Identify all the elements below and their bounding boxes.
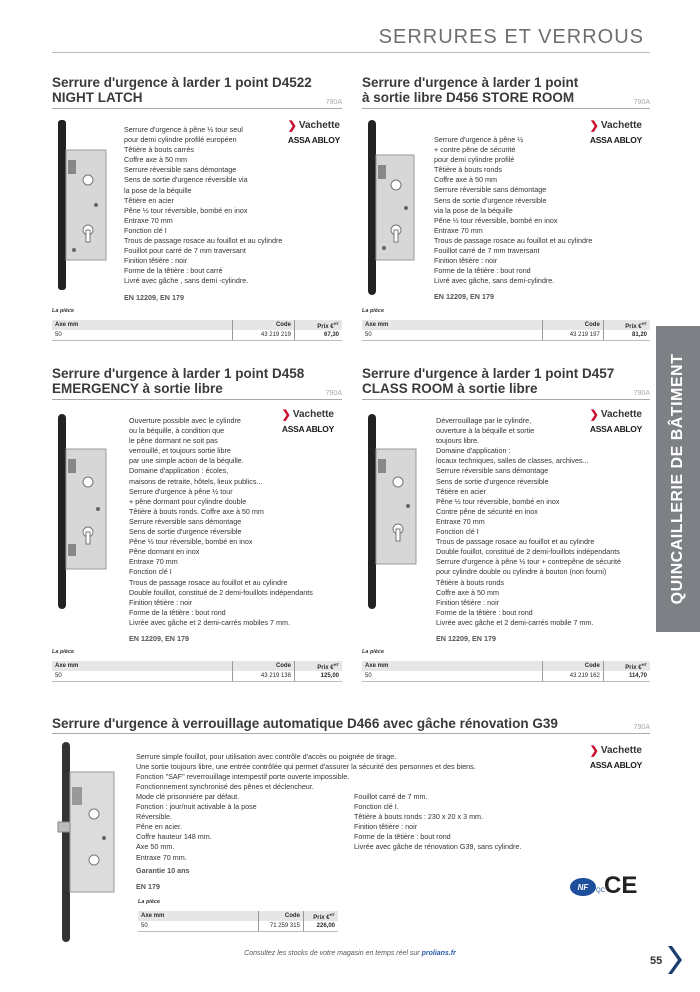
- product-ref: 790A: [633, 724, 650, 731]
- price-table: Axe mm Code Prix €$^{HT}$ 50 43 219 219 67,30: [52, 320, 342, 341]
- lock-image: [364, 414, 418, 609]
- product-norm: EN 12209, EN 179: [129, 633, 189, 643]
- price-table-caption: La pièce: [52, 308, 75, 314]
- product-description: Déverrouillage par le cylindre, ouverture à la béquille et sortie toujours libre. Domaine d'application : locaux techniques, salles de classes, archives... Serrure réversible sans démontage Sens de sortie d'urgence réversible Têtière en acier Pêne ½ tour réversible, bombé en inox Contre pêne de sécurité en inox Entraxe 70 mm Fonction clé I Trous de passage rosace au fouillot et au cylindre Double fouillot, constitué de 2 demi-fouillots indépendants Serrure d'urgence à pêne ½ tour + contrepêne de sécurité pour cylindre double ou cylindre à bouton (non fourni) Têtière à bouts ronds Coffre axe à 50 mm Finition têtière : noir Forme de la têtière : bout rond Livrée avec gâche et 2 demi-carrés mobile 7 mm. EN 12209, EN 179: [436, 416, 650, 644]
- table-row: 50 43 219 197 81,20: [362, 330, 650, 340]
- brand-logo: ❯ Vachette ASSA ABLOY: [589, 120, 642, 145]
- vachette-icon: ❯: [287, 120, 297, 132]
- product-title: Serrure d'urgence à larder 1 point D4522 NIGHT LATCH: [52, 75, 312, 105]
- product-description: Serrure d'urgence à pêne ½ tour seul pour demi cylindre profilé européen Têtière à bouts carrés Coffre axe à 50 mm Serrure réversible sans démontage Sens de sortie d'urgence réversible via la pose de la béquille Têtière en acier Pêne ½ tour réversible, bombé en inox Entraxe 70 mm Fonction clé I Trous de passage rosace au fouillot et au cylindre Fouillot pour carré de 7 mm traversant Finition têtière : noir Forme de la têtière : bout carré Livré avec gâche , sans demi -cylindre. EN 12209, EN 179: [124, 125, 283, 302]
- header-divider: [52, 52, 650, 53]
- lock-image: [364, 120, 418, 295]
- price-table: Axe mm Code Prix €$^{HT}$ 50 43 219 197 81,20: [362, 320, 650, 341]
- product-description: Serrure d'urgence à pêne ½ + contre pêne de sécurité pour demi cylindre profilé Têtière à bouts ronds Coffre axe à 50 mm Serrure réversible sans démontage Sens de sortie d'urgence réversible via la pose de la béquille Pêne ½ tour réversible, bombé en inox Entraxe 70 mm Trous de passage rosace au fouillot et au cylindre Fouillot carré de 7 mm traversant Finition têtière : noir Forme de la têtière : bout rond Livré avec gâche, sans demi-cylindre. EN 12209, EN 179: [434, 135, 619, 303]
- product-title: Serrure d'urgence à verrouillage automatique D466 avec gâche rénovation G39: [52, 716, 558, 731]
- footer-note: Consultez les stocks de votre magasin en temps réel sur prolians.fr: [244, 950, 456, 957]
- vachette-icon: ❯: [589, 120, 599, 132]
- price-table-caption: La pièce: [362, 649, 385, 655]
- product-d466: [52, 716, 650, 941]
- price-table: Axe mm Code Prix €$^{HT}$ 50 71 259 315 226,00: [138, 911, 338, 932]
- side-category-tab: [656, 0, 700, 992]
- table-row: 50 43 219 162 114,70: [362, 671, 650, 681]
- vachette-icon: ❯: [281, 409, 291, 421]
- product-description-col2: Fouillot carré de 7 mm. Fonction clé I. Têtière à bouts ronds : 230 x 20 x 3 mm. Finition têtière : noir Forme de la têtière : bout rond Livrée avec gâche de rénovation G39, sans cylindre.: [354, 792, 522, 852]
- product-title: Serrure d'urgence à larder 1 point D458 EMERGENCY à sortie libre: [52, 366, 305, 396]
- product-title: Serrure d'urgence à larder 1 point à sortie libre D456 STORE ROOM: [362, 75, 579, 105]
- ce-mark-icon: CE: [604, 872, 638, 899]
- lock-image: [56, 742, 118, 942]
- product-d457: [362, 366, 650, 686]
- table-row: 50 43 219 219 67,30: [52, 330, 342, 340]
- product-ref: 790A: [325, 99, 342, 106]
- price-table-caption: La pièce: [362, 308, 385, 314]
- price-table: Axe mm Code Prix €$^{HT}$ 50 43 219 138 125,00: [52, 661, 342, 682]
- product-d456: [362, 75, 650, 355]
- section-title: SERRURES ET VERROUS: [378, 26, 644, 48]
- lock-image: [54, 414, 108, 609]
- vachette-icon: ❯: [589, 745, 599, 757]
- vachette-icon: ❯: [589, 409, 599, 421]
- product-norm: EN 12209, EN 179: [434, 292, 494, 302]
- brand-logo: ❯ Vachette ASSA ABLOY: [281, 409, 334, 434]
- guarantee: Garantie 10 ans: [136, 865, 190, 875]
- product-d458: [52, 366, 342, 686]
- footer-link[interactable]: prolians.fr: [421, 950, 456, 957]
- brand-logo: ❯ Vachette ASSA ABLOY: [287, 120, 340, 145]
- side-category-label: QUINCAILLERIE DE BÂTIMENT: [669, 353, 686, 605]
- product-norm: EN 179: [136, 881, 160, 891]
- table-row: 50 43 219 138 125,00: [52, 671, 342, 681]
- product-ref: 790A: [633, 99, 650, 106]
- product-d4522: [52, 75, 342, 355]
- lock-image: [54, 120, 108, 290]
- price-table-caption: La pièce: [52, 649, 75, 655]
- price-table: Axe mm Code Prix €$^{HT}$ 50 43 219 162 114,70: [362, 661, 650, 682]
- price-table-caption: La pièce: [138, 899, 161, 905]
- brand-logo: ❯ Vachette ASSA ABLOY: [589, 745, 642, 770]
- page-number: 55: [650, 955, 663, 967]
- product-ref: 790A: [325, 390, 342, 397]
- next-page-icon[interactable]: [668, 946, 682, 974]
- product-norm: EN 12209, EN 179: [436, 633, 496, 643]
- brand-logo: ❯ Vachette ASSA ABLOY: [589, 409, 642, 434]
- product-description: Ouverture possible avec le cylindre ou la béquille, à condition que le pêne dormant ne soit pas verrouillé, et toujours sortie libre par une simple action de la béquille. Domaine d'application : écoles, maisons de retraite, hôtels, lieux publics... Serrure d'urgence à pêne ½ tour + pêne dormant pour cylindre double Têtière à bouts ronds. Coffre axe à 50 mm Serrure réversible sans démontage Sens de sortie d'urgence réversible Pêne ½ tour réversible, bombé en inox Pêne dormant en inox Entraxe 70 mm Fonction clé I Trous de passage rosace au fouillot et au cylindre Double fouillot, constitué de 2 demi-fouillots indépendants Finition têtière : noir Forme de la têtière : bout rond Livrée avec gâche et 2 demi-carrés mobiles 7 mm. EN 12209, EN 179: [129, 416, 339, 644]
- product-description-col1: Mode clé prisonnière par défaut. Fonction : jour/nuit activable à la pose Réversible. Pêne en acier. Coffre hauteur 148 mm. Axe 50 mm. Entraxe 70 mm. Garantie 10 ans EN 179: [136, 792, 346, 892]
- product-intro: Serrure simple fouillot, pour utilisation avec contrôle d'accès ou poignée de tirage. Une sortie toujours libre, une entrée contrôlée qui permet d'assurer la sécurité des personnes et des biens. Fonction "SAF" reverrouillage intempestif porte ouverte impossible. Fonctionnement synchronisé des pênes et déclencheur.: [136, 752, 476, 792]
- product-title: Serrure d'urgence à larder 1 point D457 CLASS ROOM à sortie libre: [362, 366, 615, 396]
- table-row: 50 71 259 315 226,00: [138, 921, 338, 931]
- product-ref: 790A: [633, 390, 650, 397]
- nf-certification-icon: NF QC: [570, 878, 596, 896]
- product-norm: EN 12209, EN 179: [124, 292, 184, 302]
